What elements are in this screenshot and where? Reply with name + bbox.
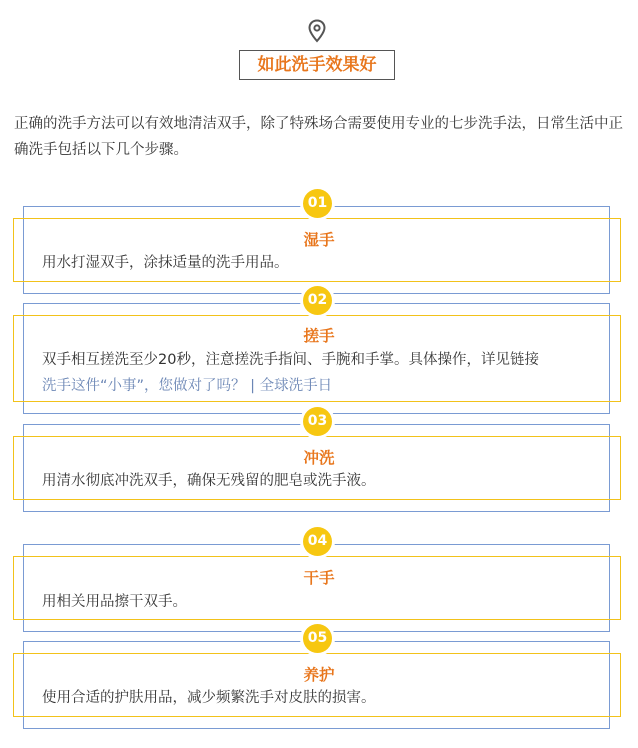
step-description: 用相关用品擦干双手。 xyxy=(42,594,187,610)
step-title: 干手 xyxy=(303,569,335,587)
step-description: 使用合适的护肤用品，减少频繁洗手对皮肤的损害。 xyxy=(42,690,376,706)
intro-paragraph: 正确的洗手方法可以有效地清洁双手，除了特殊场合需要使用专业的七步洗手法，日常生活中正确洗手包括以下几个步骤。 xyxy=(14,116,623,158)
step-title: 湿手 xyxy=(303,231,335,249)
step-number-badge: 01 xyxy=(303,189,332,218)
hand-washing-day-link[interactable]: 洗手这件“小事”，您做对了吗？ | 全球洗手日 xyxy=(42,378,333,394)
step-number-badge: 02 xyxy=(303,286,332,315)
step-number-badge: 05 xyxy=(303,624,332,653)
step-description xyxy=(42,347,602,399)
step-number-badge: 04 xyxy=(303,527,332,556)
step-description-text: 双手相互搓洗至少20秒，注意搓洗手指间、手腕和手掌。具体操作，详见链接 xyxy=(42,352,539,368)
step-title: 养护 xyxy=(303,666,335,684)
step-title: 搓手 xyxy=(303,327,335,345)
location-pin-icon xyxy=(307,19,327,43)
step-number-badge: 03 xyxy=(303,407,332,436)
step-title: 冲洗 xyxy=(303,449,335,467)
page-title: 如此洗手效果好 xyxy=(239,50,395,80)
step-description: 用清水彻底冲洗双手，确保无残留的肥皂或洗手液。 xyxy=(42,473,376,489)
step-description: 用水打湿双手，涂抹适量的洗手用品。 xyxy=(42,255,289,271)
